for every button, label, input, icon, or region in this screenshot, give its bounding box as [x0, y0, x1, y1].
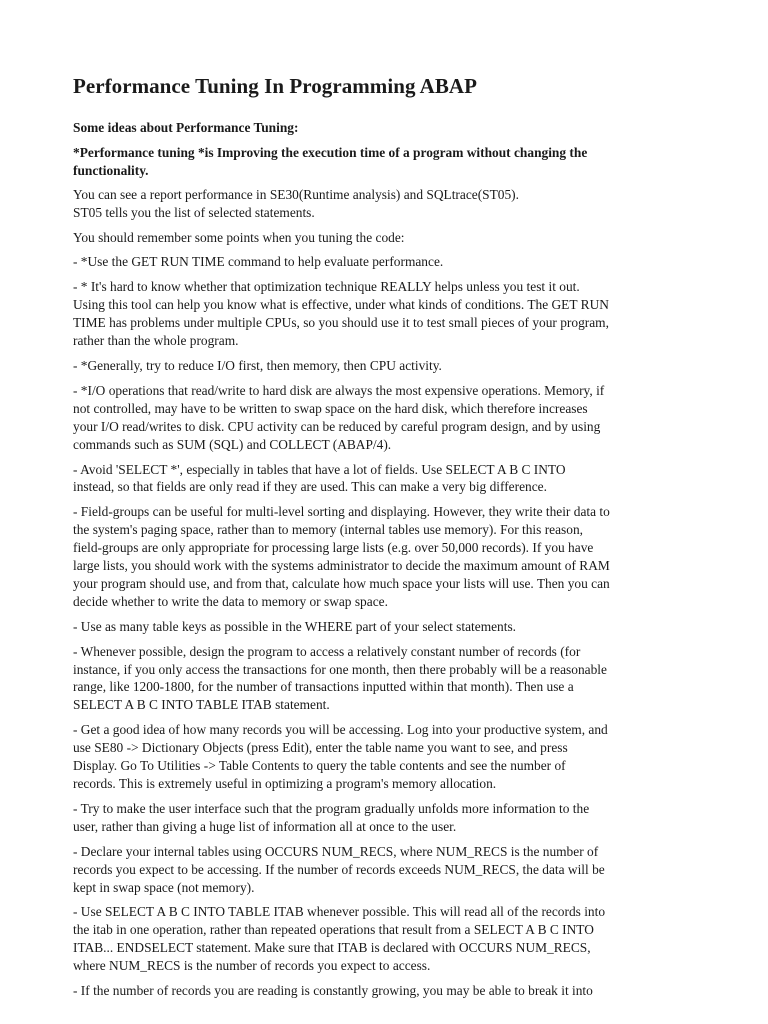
text-line: decide whether to write the data to memory or swap space.	[73, 593, 388, 609]
text-line: TIME has problems under multiple CPUs, so you should use it to test small pieces of your program,	[73, 315, 609, 331]
text-line: field-groups are only appropriate for processing large lists (e.g. over 50,000 records). If you have	[73, 540, 594, 556]
paragraph	[73, 186, 703, 222]
text-line: instead, so that fields are only read if they are used. This can make a very big difference.	[73, 479, 547, 495]
text-line: Using this tool can help you know what is effective, under what kinds of conditions. The GET RUN	[73, 297, 609, 313]
text-line: *Performance tuning *is Improving the execution time of a program without changing the	[73, 144, 588, 160]
text-line: ITAB... ENDSELECT statement. Make sure that ITAB is declared with OCCURS NUM_RECS,	[73, 940, 591, 956]
text-line: use SE80 -> Dictionary Objects (press Edit), enter the table name you want to see, and press	[73, 740, 568, 756]
paragraph	[73, 721, 703, 793]
body-paragraphs	[73, 186, 703, 1000]
document-page	[73, 72, 703, 1007]
text-line: - Whenever possible, design the program to access a relatively constant number of records (for	[73, 643, 581, 659]
text-line: records. This is extremely useful in optimizing a program's memory allocation.	[73, 776, 497, 791]
paragraph	[73, 982, 703, 1000]
paragraph	[73, 503, 703, 610]
lead-paragraph	[73, 144, 703, 180]
text-line: - If the number of records you are reading is constantly growing, you may be able to break it into	[73, 983, 593, 999]
paragraph	[73, 643, 703, 715]
text-line: user, rather than giving a huge list of information all at once to the user.	[73, 818, 457, 834]
text-line: large lists, you should work with the systems administrator to decide the maximum amount of RAM	[73, 558, 610, 574]
text-line: SELECT A B C INTO TABLE ITAB statement.	[73, 697, 330, 713]
paragraph	[73, 357, 703, 375]
paragraph	[73, 843, 703, 897]
text-line: the itab in one operation, rather than repeated operations that result from a SELECT A B C INTO	[73, 922, 594, 938]
text-line: range, like 1200-1800, for the number of transactions inputted within that month). Then use a	[73, 679, 574, 695]
text-line: kept in swap space (not memory).	[73, 879, 255, 895]
paragraph	[73, 278, 703, 350]
text-line: commands such as SUM (SQL) and COLLECT (ABAP/4).	[73, 436, 392, 452]
paragraph	[73, 382, 703, 454]
paragraph	[73, 618, 703, 636]
text-line: your program should use, and from that, calculate how much space your lists will use. Then you can	[73, 575, 610, 591]
paragraph	[73, 800, 703, 836]
text-line: records you expect to be accessing. If the number of records exceeds NUM_RECS, the data will be	[73, 861, 605, 877]
text-line: Display. Go To Utilities -> Table Contents to query the table contents and see the number of	[73, 758, 566, 774]
text-line: rather than the whole program.	[73, 333, 239, 349]
text-line: - *I/O operations that read/write to hard disk are always the most expensive operations. Memory, if	[73, 382, 605, 398]
paragraph	[73, 461, 703, 497]
text-line: - Avoid 'SELECT *', especially in tables that have a lot of fields. Use SELECT A B C INTO	[73, 461, 566, 477]
text-line: - Get a good idea of how many records you will be accessing. Log into your productive system, and	[73, 722, 608, 738]
text-line: - Declare your internal tables using OCCURS NUM_RECS, where NUM_RECS is the number of	[73, 843, 599, 859]
text-line: - *Generally, try to reduce I/O first, then memory, then CPU activity.	[73, 357, 442, 373]
text-line: instance, if you only access the transactions for one month, then there probably will be a reasonable	[73, 661, 607, 677]
paragraph	[73, 253, 703, 271]
text-line: You should remember some points when you tuning the code:	[73, 229, 405, 245]
text-line: - Use SELECT A B C INTO TABLE ITAB whenever possible. This will read all of the records into	[73, 904, 606, 920]
text-line: functionality.	[73, 162, 149, 178]
text-line: not controlled, may have to be written to swap space on the hard disk, which therefore increases	[73, 400, 588, 416]
text-line: where NUM_RECS is the number of records you expect to access.	[73, 958, 431, 974]
text-line: You can see a report performance in SE30(Runtime analysis) and SQLtrace(ST05).	[73, 186, 519, 202]
section-heading: Some ideas about Performance Tuning:	[73, 120, 299, 135]
paragraph	[73, 229, 703, 247]
text-line: - *Use the GET RUN TIME command to help evaluate performance.	[73, 254, 444, 270]
text-line: ST05 tells you the list of selected statements.	[73, 204, 315, 220]
paragraph	[73, 903, 703, 975]
text-line: the system's paging space, rather than to memory (internal tables use memory). For this reason,	[73, 522, 584, 538]
text-line: - Field-groups can be useful for multi-level sorting and displaying. However, they write their data to	[73, 504, 610, 520]
document-title: Performance Tuning In Programming ABAP	[73, 74, 478, 98]
text-line: - Use as many table keys as possible in the WHERE part of your select statements.	[73, 618, 517, 634]
text-line: your I/O read/writes to disk. CPU activity can be reduced by careful program design, and by using	[73, 418, 601, 434]
text-line: - Try to make the user interface such that the program gradually unfolds more information to the	[73, 800, 590, 816]
text-line: - * It's hard to know whether that optimization technique REALLY helps unless you test it out.	[73, 279, 580, 295]
